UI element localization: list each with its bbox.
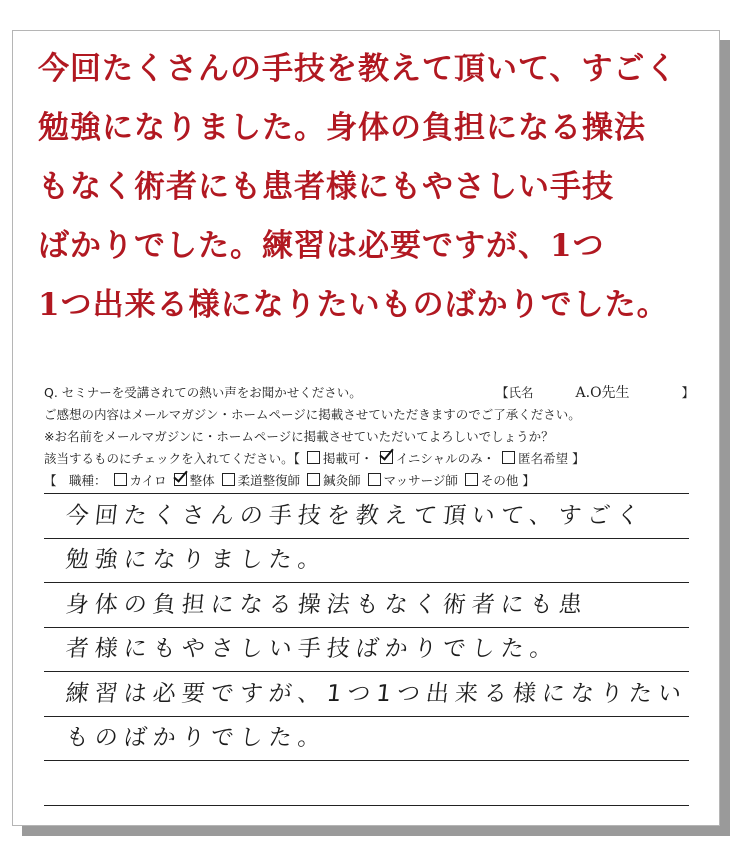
handwritten-text: ものばかりでした。: [64, 725, 329, 751]
check-prompt: 該当するものにチェックを入れてください。【: [44, 451, 300, 466]
name-question: ※お名前をメールマガジンに・ホームページに掲載させていただいてよろしいでしょうか？: [44, 429, 554, 444]
name-field: [496, 382, 694, 404]
headline-line: 今回たくさんの手技を教えて頂いて、すごく: [38, 51, 678, 87]
occupation-option: 柔道整復師: [237, 473, 301, 488]
occupation-option: その他: [480, 473, 519, 488]
handwritten-text: 練習は必要ですが、1つ1つ出来る様になりたい: [64, 680, 689, 707]
occupation-checkbox[interactable]: [465, 473, 478, 486]
handwritten-text: 勉強になりました。: [64, 547, 329, 573]
publish-ok-checkbox[interactable]: [307, 451, 320, 464]
option-label: 掲載可・: [322, 451, 373, 466]
occupation-checkbox[interactable]: [222, 473, 235, 486]
option-label: イニシャルのみ・: [395, 451, 496, 466]
anonymous-checkbox[interactable]: [502, 451, 515, 464]
answer-line: [44, 761, 689, 806]
handwritten-text: 身体の負担になる操法もなく術者にも患: [64, 591, 590, 618]
headline-line: 勉強になりました。身体の負担になる操法: [38, 110, 646, 146]
occupation-option: 整体: [189, 473, 215, 488]
occupation-option: 鍼灸師: [323, 473, 361, 488]
handwritten-text: 者様にもやさしい手技ばかりでした。: [64, 636, 561, 662]
survey-form: [44, 382, 695, 802]
name-value: A.O先生: [575, 385, 630, 401]
answer-line: [44, 672, 689, 717]
occupation-label: 【 職種：: [44, 473, 107, 488]
answer-line: [44, 628, 689, 673]
question-row: [44, 382, 695, 404]
occupation-option: カイロ: [129, 473, 167, 488]
occupation-checkbox[interactable]: [114, 473, 127, 486]
occupation-checkbox[interactable]: [307, 473, 320, 486]
headline-line: もなく術者にも患者様にもやさしい手技: [38, 169, 614, 205]
question-label: Q. セミナーを受講されての熱い声をお聞かせください。: [44, 385, 362, 400]
name-close: 】: [681, 385, 695, 400]
headline-line: ばかりでした。練習は必要ですが、1つ: [38, 228, 605, 264]
options-close: 】: [572, 451, 585, 466]
occupation-checkbox[interactable]: [368, 473, 381, 486]
testimonial-headline: [38, 40, 698, 335]
occupation-close: 】: [522, 473, 535, 488]
answer-line: [44, 717, 689, 762]
handwritten-answer: [44, 493, 689, 806]
answer-line: [44, 583, 689, 628]
headline-line: 1つ出来る様になりたいものばかりでした。: [38, 287, 669, 323]
answer-line: [44, 494, 689, 539]
name-label: 【氏名: [496, 385, 534, 400]
initials-only-checkbox[interactable]: [380, 451, 393, 464]
occupation-checkbox[interactable]: [174, 473, 187, 486]
occupation-option: マッサージ師: [383, 473, 458, 488]
option-label: 匿名希望: [518, 451, 569, 466]
publish-options-row: [44, 448, 689, 470]
consent-notice: ご感想の内容はメールマガジン・ホームページに掲載させていただきますのでご了承ください。: [44, 407, 581, 422]
occupation-row: [44, 471, 689, 491]
handwritten-text: 今回たくさんの手技を教えて頂いて、すごく: [64, 502, 647, 529]
answer-line: [44, 539, 689, 584]
